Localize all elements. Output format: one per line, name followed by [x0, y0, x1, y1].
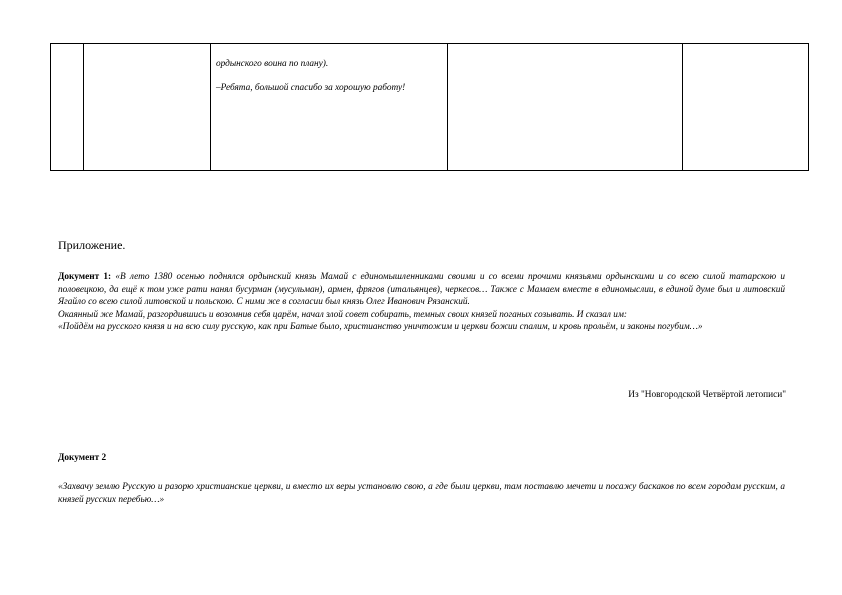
document-1-paragraph: «В лето 1380 осенью поднялся ордынский князь Мамай с единомышленниками своими и со всеми прочими князьями ордынскими и со всею силой татарскою и половецкою, да ещё к том уже рати нанял бусурман (мусульман), армен, фрягов (итальянцев), черкесов… Также с Мамаем вместе в единомыслии, в единой думе был и литовский Ягайло со всею силой литовской и польскою. С ними же в согласии был князь Олег Иванович Рязанский.: [58, 272, 786, 308]
document-1-quote: «Пойдём на русского князя и на всю силу русскую, как при Батые было, христианство уничтожим и церкви божии спалим, и кровь прольём, и законы погубим…»: [58, 322, 703, 333]
table-divider: [210, 44, 211, 170]
document-1: [58, 271, 785, 334]
document-1-label: Документ 1:: [58, 272, 112, 282]
cell-line: –Ребята, большой спасибо за хорошую работу!: [216, 83, 406, 93]
cell-line: ордынского воина по плану).: [216, 59, 329, 69]
document-1-paragraph: Окаянный же Мамай, разгордившись и возомнив себя царём, начал злой совет собирать, темных своих князей поганых созывать. И сказал им:: [58, 309, 627, 320]
table-divider: [447, 44, 448, 170]
lesson-table: [50, 43, 809, 171]
table-divider: [682, 44, 683, 170]
document-2-title: Документ 2: [58, 453, 107, 463]
document-1-source: Из "Новгородской Четвёртой летописи": [628, 390, 786, 400]
table-cell-text: [216, 58, 431, 95]
document-2-text: «Захвачу землю Русскую и разорю христианские церкви, и вместо их веры установлю свою, а где были церкви, там поставлю мечети и посажу баскаков по всем городам русским, а князей русских перебью…»: [58, 482, 785, 505]
document-2: [58, 481, 785, 507]
appendix-heading: Приложение.: [58, 238, 126, 252]
table-divider: [83, 44, 84, 170]
